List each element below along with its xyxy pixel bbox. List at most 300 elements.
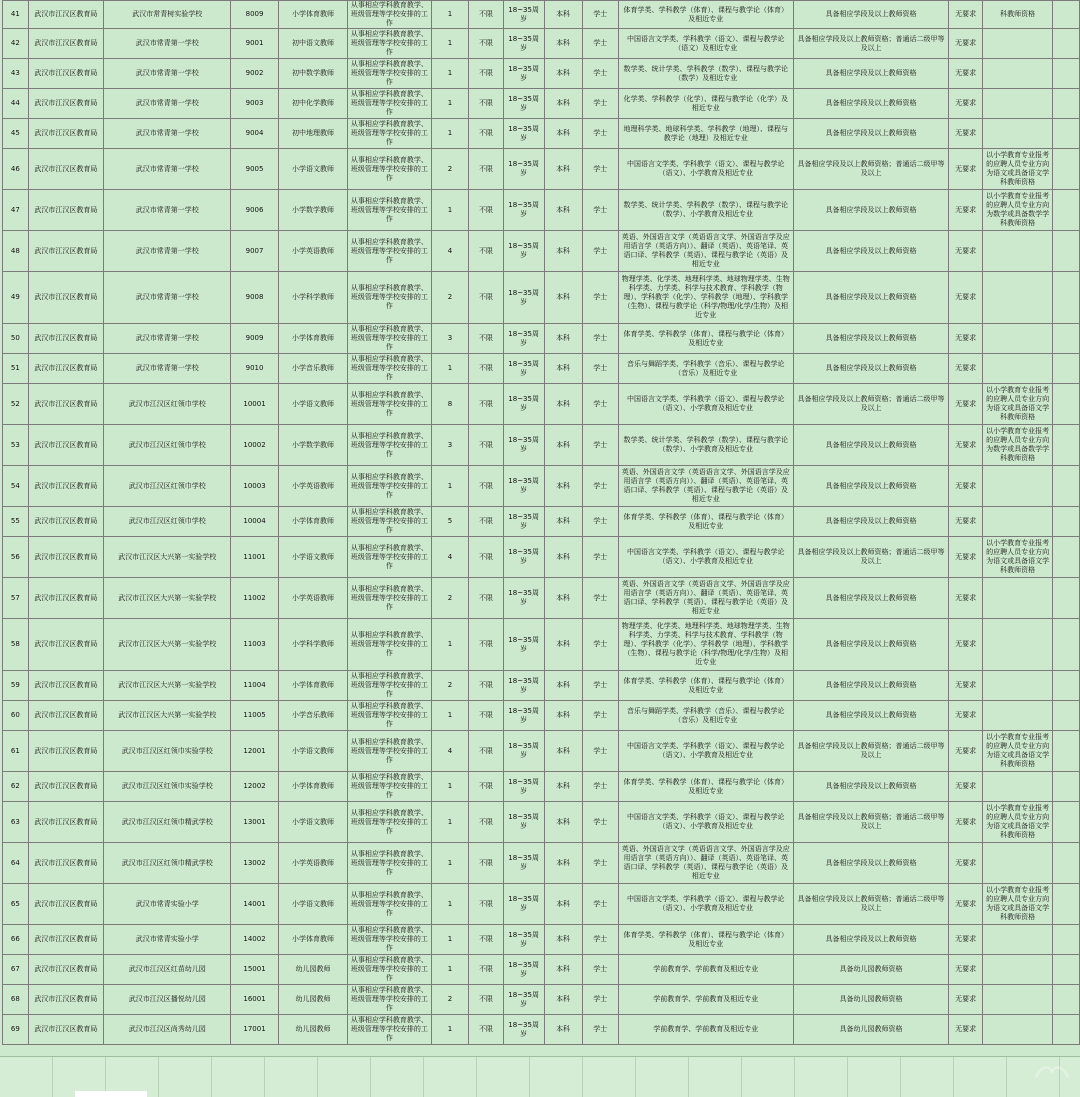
post-code-cell[interactable]: 11003 <box>231 619 278 671</box>
empty-cell[interactable] <box>1053 272 1080 324</box>
duty-cell[interactable]: 从事相应学科教育教学、班级管理等学校安排的工作 <box>348 466 431 507</box>
sheet-tab[interactable] <box>75 1091 147 1097</box>
other-cell[interactable]: 无要求 <box>949 619 982 671</box>
note-cell[interactable]: 以小学教育专业报考的应聘人员专业方向为语文或具备语文学科教师资格 <box>982 884 1053 925</box>
age-cell[interactable]: 18~35周岁 <box>503 59 544 89</box>
other-cell[interactable]: 无要求 <box>949 466 982 507</box>
dept-cell[interactable]: 武汉市江汉区教育局 <box>28 1 103 29</box>
headcount-cell[interactable]: 3 <box>431 425 469 466</box>
school-cell[interactable]: 武汉市常青第一学校 <box>104 231 231 272</box>
dept-cell[interactable]: 武汉市江汉区教育局 <box>28 884 103 925</box>
age-cell[interactable]: 18~35周岁 <box>503 384 544 425</box>
other-cell[interactable]: 无要求 <box>949 384 982 425</box>
other-cell[interactable]: 无要求 <box>949 671 982 701</box>
age-cell[interactable]: 18~35周岁 <box>503 272 544 324</box>
row-number[interactable]: 58 <box>3 619 29 671</box>
duty-cell[interactable]: 从事相应学科教育教学、班级管理等学校安排的工作 <box>348 89 431 119</box>
note-cell[interactable] <box>982 955 1053 985</box>
empty-cell[interactable] <box>1053 985 1080 1015</box>
duty-cell[interactable]: 从事相应学科教育教学、班级管理等学校安排的工作 <box>348 507 431 537</box>
note-cell[interactable] <box>982 119 1053 149</box>
other-cell[interactable]: 无要求 <box>949 772 982 802</box>
note-cell[interactable] <box>982 671 1053 701</box>
duty-cell[interactable]: 从事相应学科教育教学、班级管理等学校安排的工作 <box>348 671 431 701</box>
other-cell[interactable]: 无要求 <box>949 884 982 925</box>
row-number[interactable]: 56 <box>3 537 29 578</box>
education-cell[interactable]: 本科 <box>544 354 582 384</box>
duty-cell[interactable]: 从事相应学科教育教学、班级管理等学校安排的工作 <box>348 190 431 231</box>
dept-cell[interactable]: 武汉市江汉区教育局 <box>28 149 103 190</box>
qualification-cell[interactable]: 具备相应学段及以上教师资格；普通话二级甲等及以上 <box>793 149 949 190</box>
post-code-cell[interactable]: 17001 <box>231 1015 278 1045</box>
note-cell[interactable] <box>982 354 1053 384</box>
post-code-cell[interactable]: 13002 <box>231 843 278 884</box>
row-number[interactable]: 67 <box>3 955 29 985</box>
empty-cell[interactable] <box>1053 384 1080 425</box>
empty-cell[interactable] <box>1053 884 1080 925</box>
condition-cell[interactable]: 不限 <box>469 507 503 537</box>
headcount-cell[interactable]: 2 <box>431 272 469 324</box>
other-cell[interactable]: 无要求 <box>949 324 982 354</box>
note-cell[interactable] <box>982 701 1053 731</box>
qualification-cell[interactable]: 具备相应学段及以上教师资格 <box>793 507 949 537</box>
major-cell[interactable]: 体育学类、学科教学（体育）、课程与教学论（体育）及相近专业 <box>618 925 793 955</box>
dept-cell[interactable]: 武汉市江汉区教育局 <box>28 119 103 149</box>
row-number[interactable]: 49 <box>3 272 29 324</box>
education-cell[interactable]: 本科 <box>544 231 582 272</box>
duty-cell[interactable]: 从事相应学科教育教学、班级管理等学校安排的工作 <box>348 354 431 384</box>
degree-cell[interactable]: 学士 <box>582 925 618 955</box>
headcount-cell[interactable]: 1 <box>431 955 469 985</box>
school-cell[interactable]: 武汉市常青第一学校 <box>104 89 231 119</box>
empty-cell[interactable] <box>1053 354 1080 384</box>
row-number[interactable]: 51 <box>3 354 29 384</box>
condition-cell[interactable]: 不限 <box>469 272 503 324</box>
row-number[interactable]: 64 <box>3 843 29 884</box>
qualification-cell[interactable]: 具备相应学段及以上教师资格 <box>793 324 949 354</box>
duty-cell[interactable]: 从事相应学科教育教学、班级管理等学校安排的工作 <box>348 425 431 466</box>
row-number[interactable]: 48 <box>3 231 29 272</box>
qualification-cell[interactable]: 具备相应学段及以上教师资格 <box>793 425 949 466</box>
post-code-cell[interactable]: 9006 <box>231 190 278 231</box>
major-cell[interactable]: 中国语言文学类、学科教学（语文）、课程与教学论（语文）、小学教育及相近专业 <box>618 384 793 425</box>
duty-cell[interactable]: 从事相应学科教育教学、班级管理等学校安排的工作 <box>348 59 431 89</box>
age-cell[interactable]: 18~35周岁 <box>503 231 544 272</box>
headcount-cell[interactable]: 1 <box>431 89 469 119</box>
age-cell[interactable]: 18~35周岁 <box>503 843 544 884</box>
age-cell[interactable]: 18~35周岁 <box>503 884 544 925</box>
row-number[interactable]: 69 <box>3 1015 29 1045</box>
post-name-cell[interactable]: 小学语文教师 <box>278 384 348 425</box>
headcount-cell[interactable]: 8 <box>431 384 469 425</box>
condition-cell[interactable]: 不限 <box>469 466 503 507</box>
empty-cell[interactable] <box>1053 955 1080 985</box>
age-cell[interactable]: 18~35周岁 <box>503 619 544 671</box>
other-cell[interactable]: 无要求 <box>949 537 982 578</box>
headcount-cell[interactable]: 1 <box>431 466 469 507</box>
education-cell[interactable]: 本科 <box>544 701 582 731</box>
dept-cell[interactable]: 武汉市江汉区教育局 <box>28 955 103 985</box>
major-cell[interactable]: 中国语言文学类、学科教学（语文）、课程与教学论（语文）、小学教育及相近专业 <box>618 731 793 772</box>
duty-cell[interactable]: 从事相应学科教育教学、班级管理等学校安排的工作 <box>348 884 431 925</box>
degree-cell[interactable]: 学士 <box>582 466 618 507</box>
education-cell[interactable]: 本科 <box>544 425 582 466</box>
duty-cell[interactable]: 从事相应学科教育教学、班级管理等学校安排的工作 <box>348 1 431 29</box>
dept-cell[interactable]: 武汉市江汉区教育局 <box>28 324 103 354</box>
duty-cell[interactable]: 从事相应学科教育教学、班级管理等学校安排的工作 <box>348 272 431 324</box>
other-cell[interactable]: 无要求 <box>949 925 982 955</box>
degree-cell[interactable]: 学士 <box>582 119 618 149</box>
post-code-cell[interactable]: 14002 <box>231 925 278 955</box>
post-name-cell[interactable]: 小学体育教师 <box>278 671 348 701</box>
qualification-cell[interactable]: 具备幼儿园教师资格 <box>793 1015 949 1045</box>
post-code-cell[interactable]: 16001 <box>231 985 278 1015</box>
post-name-cell[interactable]: 幼儿园教师 <box>278 1015 348 1045</box>
other-cell[interactable]: 无要求 <box>949 802 982 843</box>
empty-cell[interactable] <box>1053 29 1080 59</box>
note-cell[interactable]: 以小学教育专业报考的应聘人员专业方向为数学或具备数学学科教师资格 <box>982 190 1053 231</box>
degree-cell[interactable]: 学士 <box>582 190 618 231</box>
post-code-cell[interactable]: 9005 <box>231 149 278 190</box>
other-cell[interactable]: 无要求 <box>949 29 982 59</box>
empty-cell[interactable] <box>1053 772 1080 802</box>
qualification-cell[interactable]: 具备相应学段及以上教师资格 <box>793 843 949 884</box>
school-cell[interactable]: 武汉市常青第一学校 <box>104 149 231 190</box>
age-cell[interactable]: 18~35周岁 <box>503 1 544 29</box>
empty-cell[interactable] <box>1053 802 1080 843</box>
condition-cell[interactable]: 不限 <box>469 802 503 843</box>
note-cell[interactable] <box>982 507 1053 537</box>
qualification-cell[interactable]: 具备相应学段及以上教师资格 <box>793 578 949 619</box>
headcount-cell[interactable]: 2 <box>431 671 469 701</box>
qualification-cell[interactable]: 具备相应学段及以上教师资格；普通话二级甲等及以上 <box>793 384 949 425</box>
note-cell[interactable]: 以小学教育专业报考的应聘人员专业方向为语文或具备语文学科教师资格 <box>982 537 1053 578</box>
row-number[interactable]: 68 <box>3 985 29 1015</box>
qualification-cell[interactable]: 具备相应学段及以上教师资格 <box>793 925 949 955</box>
headcount-cell[interactable]: 1 <box>431 884 469 925</box>
condition-cell[interactable]: 不限 <box>469 955 503 985</box>
post-code-cell[interactable]: 10003 <box>231 466 278 507</box>
degree-cell[interactable]: 学士 <box>582 272 618 324</box>
condition-cell[interactable]: 不限 <box>469 59 503 89</box>
other-cell[interactable]: 无要求 <box>949 119 982 149</box>
qualification-cell[interactable]: 具备相应学段及以上教师资格 <box>793 190 949 231</box>
school-cell[interactable]: 武汉市江汉区红领巾精武学校 <box>104 843 231 884</box>
post-code-cell[interactable]: 12001 <box>231 731 278 772</box>
degree-cell[interactable]: 学士 <box>582 578 618 619</box>
post-name-cell[interactable]: 小学英语教师 <box>278 466 348 507</box>
post-code-cell[interactable]: 9008 <box>231 272 278 324</box>
condition-cell[interactable]: 不限 <box>469 1 503 29</box>
other-cell[interactable]: 无要求 <box>949 1 982 29</box>
note-cell[interactable] <box>982 578 1053 619</box>
post-name-cell[interactable]: 初中化学教师 <box>278 89 348 119</box>
row-number[interactable]: 65 <box>3 884 29 925</box>
degree-cell[interactable]: 学士 <box>582 701 618 731</box>
school-cell[interactable]: 武汉市江汉区播悦幼儿园 <box>104 985 231 1015</box>
age-cell[interactable]: 18~35周岁 <box>503 701 544 731</box>
condition-cell[interactable]: 不限 <box>469 354 503 384</box>
condition-cell[interactable]: 不限 <box>469 324 503 354</box>
post-code-cell[interactable]: 9002 <box>231 59 278 89</box>
other-cell[interactable]: 无要求 <box>949 731 982 772</box>
post-name-cell[interactable]: 小学语文教师 <box>278 884 348 925</box>
degree-cell[interactable]: 学士 <box>582 1015 618 1045</box>
degree-cell[interactable]: 学士 <box>582 59 618 89</box>
post-code-cell[interactable]: 15001 <box>231 955 278 985</box>
qualification-cell[interactable]: 具备相应学段及以上教师资格 <box>793 1 949 29</box>
empty-cell[interactable] <box>1053 843 1080 884</box>
degree-cell[interactable]: 学士 <box>582 985 618 1015</box>
duty-cell[interactable]: 从事相应学科教育教学、班级管理等学校安排的工作 <box>348 384 431 425</box>
condition-cell[interactable]: 不限 <box>469 772 503 802</box>
major-cell[interactable]: 中国语言文学类、学科教学（语文）、课程与教学论（语文）、小学教育及相近专业 <box>618 149 793 190</box>
post-name-cell[interactable]: 初中地理教师 <box>278 119 348 149</box>
other-cell[interactable]: 无要求 <box>949 843 982 884</box>
empty-cell[interactable] <box>1053 324 1080 354</box>
major-cell[interactable]: 数学类、统计学类、学科教学（数学）、课程与教学论（数学）及相近专业 <box>618 59 793 89</box>
empty-cell[interactable] <box>1053 231 1080 272</box>
qualification-cell[interactable]: 具备相应学段及以上教师资格 <box>793 231 949 272</box>
qualification-cell[interactable]: 具备相应学段及以上教师资格 <box>793 466 949 507</box>
major-cell[interactable]: 英语、外国语言文学（英语语言文学、外国语言学及应用语言学（英语方向））、翻译（英语）、英语笔译、英语口译、学科教学（英语）、课程与教学论（英语）及相近专业 <box>618 843 793 884</box>
dept-cell[interactable]: 武汉市江汉区教育局 <box>28 802 103 843</box>
headcount-cell[interactable]: 1 <box>431 354 469 384</box>
post-name-cell[interactable]: 小学英语教师 <box>278 578 348 619</box>
post-name-cell[interactable]: 初中语文教师 <box>278 29 348 59</box>
post-name-cell[interactable]: 小学语文教师 <box>278 731 348 772</box>
headcount-cell[interactable]: 1 <box>431 701 469 731</box>
empty-cell[interactable] <box>1053 425 1080 466</box>
major-cell[interactable]: 中国语言文学类、学科教学（语文）、课程与教学论（语文）、小学教育及相近专业 <box>618 802 793 843</box>
school-cell[interactable]: 武汉市江汉区红领巾学校 <box>104 507 231 537</box>
major-cell[interactable]: 数学类、统计学类、学科教学（数学）、课程与教学论（数学）、小学教育及相近专业 <box>618 425 793 466</box>
note-cell[interactable]: 以小学教育专业报考的应聘人员专业方向为语文或具备语文学科教师资格 <box>982 731 1053 772</box>
other-cell[interactable]: 无要求 <box>949 507 982 537</box>
post-code-cell[interactable]: 8009 <box>231 1 278 29</box>
qualification-cell[interactable]: 具备相应学段及以上教师资格 <box>793 119 949 149</box>
dept-cell[interactable]: 武汉市江汉区教育局 <box>28 272 103 324</box>
degree-cell[interactable]: 学士 <box>582 384 618 425</box>
school-cell[interactable]: 武汉市江汉区大兴第一实验学校 <box>104 537 231 578</box>
age-cell[interactable]: 18~35周岁 <box>503 190 544 231</box>
qualification-cell[interactable]: 具备相应学段及以上教师资格 <box>793 619 949 671</box>
age-cell[interactable]: 18~35周岁 <box>503 731 544 772</box>
note-cell[interactable] <box>982 1015 1053 1045</box>
headcount-cell[interactable]: 1 <box>431 29 469 59</box>
headcount-cell[interactable]: 5 <box>431 507 469 537</box>
post-name-cell[interactable]: 小学语文教师 <box>278 802 348 843</box>
major-cell[interactable]: 物理学类、化学类、地理科学类、地球物理学类、生物科学类、力学类、科学与技术教育、学科教学（物理）、学科教学（化学）、学科教学（地理）、学科教学（生物）、课程与教学论（科学/物理/化学/生物）及相近专业 <box>618 619 793 671</box>
major-cell[interactable]: 中国语言文学类、学科教学（语文）、课程与教学论（语文）、小学教育及相近专业 <box>618 884 793 925</box>
major-cell[interactable]: 音乐与舞蹈学类、学科教学（音乐）、课程与教学论（音乐）及相近专业 <box>618 701 793 731</box>
education-cell[interactable]: 本科 <box>544 89 582 119</box>
education-cell[interactable]: 本科 <box>544 149 582 190</box>
dept-cell[interactable]: 武汉市江汉区教育局 <box>28 578 103 619</box>
post-code-cell[interactable]: 10004 <box>231 507 278 537</box>
school-cell[interactable]: 武汉市常青实验小学 <box>104 884 231 925</box>
age-cell[interactable]: 18~35周岁 <box>503 671 544 701</box>
empty-cell[interactable] <box>1053 537 1080 578</box>
other-cell[interactable]: 无要求 <box>949 190 982 231</box>
headcount-cell[interactable]: 1 <box>431 925 469 955</box>
education-cell[interactable]: 本科 <box>544 772 582 802</box>
education-cell[interactable]: 本科 <box>544 731 582 772</box>
dept-cell[interactable]: 武汉市江汉区教育局 <box>28 701 103 731</box>
headcount-cell[interactable]: 3 <box>431 324 469 354</box>
post-code-cell[interactable]: 13001 <box>231 802 278 843</box>
condition-cell[interactable]: 不限 <box>469 671 503 701</box>
degree-cell[interactable]: 学士 <box>582 231 618 272</box>
other-cell[interactable]: 无要求 <box>949 149 982 190</box>
degree-cell[interactable]: 学士 <box>582 1 618 29</box>
row-number[interactable]: 60 <box>3 701 29 731</box>
post-code-cell[interactable]: 11001 <box>231 537 278 578</box>
headcount-cell[interactable]: 1 <box>431 59 469 89</box>
duty-cell[interactable]: 从事相应学科教育教学、班级管理等学校安排的工作 <box>348 925 431 955</box>
row-number[interactable]: 57 <box>3 578 29 619</box>
empty-cell[interactable] <box>1053 59 1080 89</box>
major-cell[interactable]: 学前教育学、学前教育及相近专业 <box>618 1015 793 1045</box>
condition-cell[interactable]: 不限 <box>469 731 503 772</box>
age-cell[interactable]: 18~35周岁 <box>503 89 544 119</box>
duty-cell[interactable]: 从事相应学科教育教学、班级管理等学校安排的工作 <box>348 619 431 671</box>
school-cell[interactable]: 武汉市江汉区红领巾学校 <box>104 384 231 425</box>
row-number[interactable]: 66 <box>3 925 29 955</box>
degree-cell[interactable]: 学士 <box>582 324 618 354</box>
major-cell[interactable]: 英语、外国语言文学（英语语言文学、外国语言学及应用语言学（英语方向））、翻译（英语）、英语笔译、英语口译、学科教学（英语）、课程与教学论（英语）及相近专业 <box>618 466 793 507</box>
post-code-cell[interactable]: 11005 <box>231 701 278 731</box>
qualification-cell[interactable]: 具备相应学段及以上教师资格 <box>793 89 949 119</box>
major-cell[interactable]: 化学类、学科教学（化学）、课程与教学论（化学）及相近专业 <box>618 89 793 119</box>
education-cell[interactable]: 本科 <box>544 925 582 955</box>
age-cell[interactable]: 18~35周岁 <box>503 425 544 466</box>
headcount-cell[interactable]: 1 <box>431 619 469 671</box>
degree-cell[interactable]: 学士 <box>582 955 618 985</box>
major-cell[interactable]: 学前教育学、学前教育及相近专业 <box>618 985 793 1015</box>
education-cell[interactable]: 本科 <box>544 955 582 985</box>
major-cell[interactable]: 数学类、统计学类、学科教学（数学）、课程与教学论（数学）、小学教育及相近专业 <box>618 190 793 231</box>
note-cell[interactable] <box>982 231 1053 272</box>
dept-cell[interactable]: 武汉市江汉区教育局 <box>28 466 103 507</box>
condition-cell[interactable]: 不限 <box>469 231 503 272</box>
row-number[interactable]: 52 <box>3 384 29 425</box>
row-number[interactable]: 53 <box>3 425 29 466</box>
school-cell[interactable]: 武汉市常青第一学校 <box>104 59 231 89</box>
note-cell[interactable] <box>982 772 1053 802</box>
degree-cell[interactable]: 学士 <box>582 507 618 537</box>
other-cell[interactable]: 无要求 <box>949 578 982 619</box>
school-cell[interactable]: 武汉市江汉区红领巾学校 <box>104 466 231 507</box>
major-cell[interactable]: 体育学类、学科教学（体育）、课程与教学论（体育）及相近专业 <box>618 671 793 701</box>
post-name-cell[interactable]: 小学语文教师 <box>278 149 348 190</box>
school-cell[interactable]: 武汉市常青第一学校 <box>104 354 231 384</box>
duty-cell[interactable]: 从事相应学科教育教学、班级管理等学校安排的工作 <box>348 843 431 884</box>
major-cell[interactable]: 英语、外国语言文学（英语语言文学、外国语言学及应用语言学（英语方向））、翻译（英语）、英语笔译、英语口译、学科教学（英语）、课程与教学论（英语）及相近专业 <box>618 231 793 272</box>
post-name-cell[interactable]: 小学数学教师 <box>278 425 348 466</box>
major-cell[interactable]: 体育学类、学科教学（体育）、课程与教学论（体育）及相近专业 <box>618 507 793 537</box>
row-number[interactable]: 45 <box>3 119 29 149</box>
post-code-cell[interactable]: 9001 <box>231 29 278 59</box>
condition-cell[interactable]: 不限 <box>469 843 503 884</box>
condition-cell[interactable]: 不限 <box>469 1015 503 1045</box>
note-cell[interactable] <box>982 619 1053 671</box>
education-cell[interactable]: 本科 <box>544 272 582 324</box>
other-cell[interactable]: 无要求 <box>949 425 982 466</box>
row-number[interactable]: 46 <box>3 149 29 190</box>
post-code-cell[interactable]: 11002 <box>231 578 278 619</box>
school-cell[interactable]: 武汉市江汉区红苗幼儿园 <box>104 955 231 985</box>
qualification-cell[interactable]: 具备幼儿园教师资格 <box>793 955 949 985</box>
education-cell[interactable]: 本科 <box>544 190 582 231</box>
empty-cell[interactable] <box>1053 619 1080 671</box>
other-cell[interactable]: 无要求 <box>949 354 982 384</box>
degree-cell[interactable]: 学士 <box>582 619 618 671</box>
post-name-cell[interactable]: 小学体育教师 <box>278 507 348 537</box>
age-cell[interactable]: 18~35周岁 <box>503 507 544 537</box>
degree-cell[interactable]: 学士 <box>582 425 618 466</box>
school-cell[interactable]: 武汉市常青第一学校 <box>104 190 231 231</box>
dept-cell[interactable]: 武汉市江汉区教育局 <box>28 29 103 59</box>
school-cell[interactable]: 武汉市常青实验小学 <box>104 925 231 955</box>
degree-cell[interactable]: 学士 <box>582 843 618 884</box>
post-name-cell[interactable]: 小学体育教师 <box>278 324 348 354</box>
empty-cell[interactable] <box>1053 1 1080 29</box>
age-cell[interactable]: 18~35周岁 <box>503 29 544 59</box>
school-cell[interactable]: 武汉市常青第一学校 <box>104 324 231 354</box>
note-cell[interactable] <box>982 324 1053 354</box>
note-cell[interactable] <box>982 843 1053 884</box>
education-cell[interactable]: 本科 <box>544 59 582 89</box>
post-name-cell[interactable]: 小学英语教师 <box>278 231 348 272</box>
dept-cell[interactable]: 武汉市江汉区教育局 <box>28 925 103 955</box>
major-cell[interactable]: 体育学类、学科教学（体育）、课程与教学论（体育）及相近专业 <box>618 772 793 802</box>
other-cell[interactable]: 无要求 <box>949 89 982 119</box>
age-cell[interactable]: 18~35周岁 <box>503 578 544 619</box>
empty-cell[interactable] <box>1053 89 1080 119</box>
age-cell[interactable]: 18~35周岁 <box>503 985 544 1015</box>
note-cell[interactable] <box>982 925 1053 955</box>
empty-cell[interactable] <box>1053 466 1080 507</box>
headcount-cell[interactable]: 1 <box>431 772 469 802</box>
qualification-cell[interactable]: 具备相应学段及以上教师资格 <box>793 671 949 701</box>
duty-cell[interactable]: 从事相应学科教育教学、班级管理等学校安排的工作 <box>348 324 431 354</box>
note-cell[interactable]: 以小学教育专业报考的应聘人员专业方向为语文或具备语文学科教师资格 <box>982 149 1053 190</box>
post-name-cell[interactable]: 小学体育教师 <box>278 1 348 29</box>
qualification-cell[interactable]: 具备相应学段及以上教师资格 <box>793 701 949 731</box>
headcount-cell[interactable]: 1 <box>431 1015 469 1045</box>
school-cell[interactable]: 武汉市江汉区尚秀幼儿园 <box>104 1015 231 1045</box>
education-cell[interactable]: 本科 <box>544 884 582 925</box>
other-cell[interactable]: 无要求 <box>949 1015 982 1045</box>
education-cell[interactable]: 本科 <box>544 384 582 425</box>
headcount-cell[interactable]: 1 <box>431 119 469 149</box>
post-code-cell[interactable]: 9003 <box>231 89 278 119</box>
education-cell[interactable]: 本科 <box>544 843 582 884</box>
condition-cell[interactable]: 不限 <box>469 578 503 619</box>
education-cell[interactable]: 本科 <box>544 1015 582 1045</box>
note-cell[interactable] <box>982 466 1053 507</box>
age-cell[interactable]: 18~35周岁 <box>503 324 544 354</box>
empty-cell[interactable] <box>1053 671 1080 701</box>
note-cell[interactable] <box>982 59 1053 89</box>
empty-cell[interactable] <box>1053 701 1080 731</box>
school-cell[interactable]: 武汉市常青第一学校 <box>104 272 231 324</box>
qualification-cell[interactable]: 具备相应学段及以上教师资格；普通话二级甲等及以上 <box>793 537 949 578</box>
school-cell[interactable]: 武汉市常青第一学校 <box>104 29 231 59</box>
post-name-cell[interactable]: 小学数学教师 <box>278 190 348 231</box>
other-cell[interactable]: 无要求 <box>949 985 982 1015</box>
